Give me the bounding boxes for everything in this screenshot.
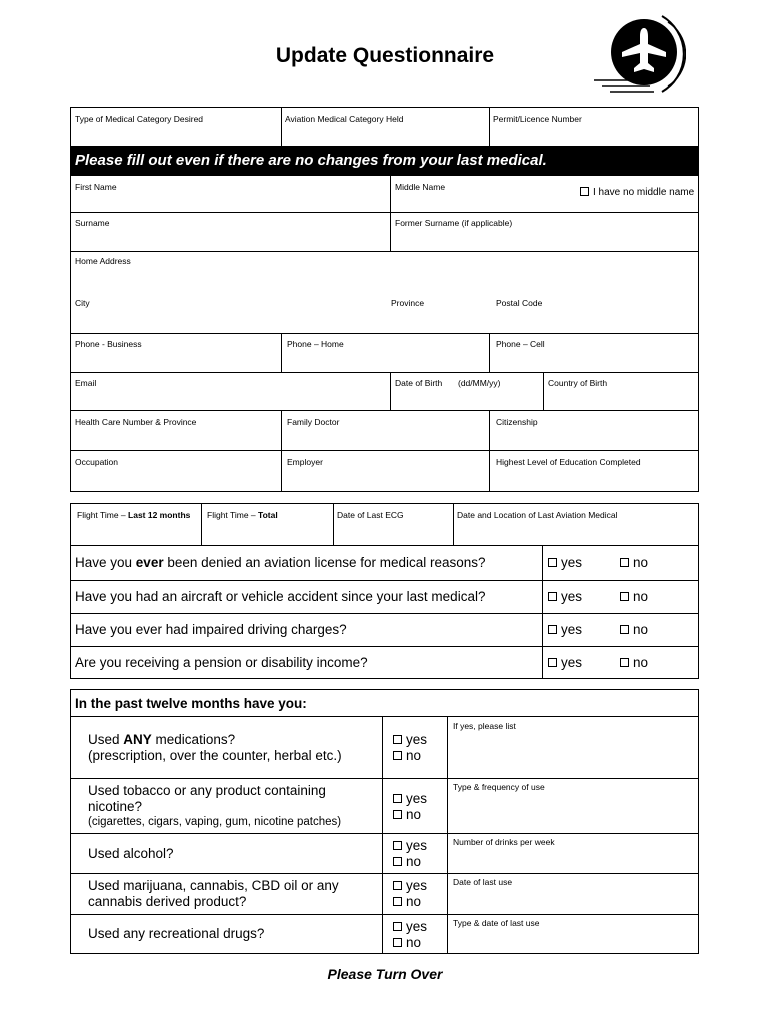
surname-label: Surname — [75, 218, 110, 228]
personal-info-table — [70, 176, 699, 492]
past-year-heading: In the past twelve months have you: — [75, 696, 307, 711]
checkbox-icon[interactable] — [620, 592, 629, 601]
no-middle-name-checkbox[interactable] — [580, 187, 589, 196]
medical-category-desired-field[interactable] — [71, 108, 281, 146]
medications-question: Used ANY medications? — [88, 732, 236, 747]
occupation-label: Occupation — [75, 457, 118, 467]
q4-yes-option[interactable]: yes — [548, 655, 582, 670]
home-address-label: Home Address — [75, 256, 131, 266]
checkbox-icon[interactable] — [393, 857, 402, 866]
marijuana-detail-label: Date of last use — [453, 877, 513, 887]
permit-licence-number-label: Permit/Licence Number — [493, 114, 582, 124]
q1-no-option[interactable]: no — [620, 555, 648, 570]
checkbox-icon[interactable] — [620, 658, 629, 667]
tobacco-question-line1: Used tobacco or any product containing — [88, 783, 326, 798]
alcohol-no-option[interactable]: no — [393, 854, 421, 869]
medical-category-desired-label: Type of Medical Category Desired — [75, 114, 204, 124]
last-ecg-label: Date of Last ECG — [337, 510, 404, 520]
past-year-table — [70, 689, 699, 954]
checkbox-icon[interactable] — [393, 735, 402, 744]
airplane-logo-icon — [588, 10, 686, 98]
marijuana-yes-option[interactable]: yes — [393, 878, 427, 893]
phone-home-label: Phone – Home — [287, 339, 344, 349]
q3-yes-option[interactable]: yes — [548, 622, 582, 637]
drugs-yes-option[interactable]: yes — [393, 919, 427, 934]
drugs-question: Used any recreational drugs? — [88, 926, 265, 941]
checkbox-icon[interactable] — [393, 938, 402, 947]
checkbox-icon[interactable] — [620, 558, 629, 567]
checkbox-icon[interactable] — [620, 625, 629, 634]
phone-cell-label: Phone – Cell — [496, 339, 545, 349]
q2-yes-option[interactable]: yes — [548, 589, 582, 604]
checkbox-icon[interactable] — [393, 881, 402, 890]
email-label: Email — [75, 378, 97, 388]
yes-no-questions-table — [70, 546, 699, 679]
question-accident: Have you had an aircraft or vehicle accident since your last medical? — [75, 589, 486, 604]
drugs-detail-label: Type & date of last use — [453, 918, 540, 928]
checkbox-icon[interactable] — [548, 592, 557, 601]
drugs-no-option[interactable]: no — [393, 935, 421, 950]
flight-time-last12-label: Flight Time – Last 12 months — [77, 510, 191, 520]
checkbox-icon[interactable] — [393, 922, 402, 931]
family-doctor-label: Family Doctor — [287, 417, 340, 427]
alcohol-detail-label: Number of drinks per week — [453, 837, 555, 847]
province-label: Province — [391, 298, 425, 308]
flight-info-table — [70, 503, 699, 546]
checkbox-icon[interactable] — [548, 658, 557, 667]
marijuana-question-line2: cannabis derived product? — [88, 894, 247, 909]
checkbox-icon[interactable] — [393, 751, 402, 760]
checkbox-icon[interactable] — [393, 841, 402, 850]
postal-code-label: Postal Code — [496, 298, 543, 308]
medications-yes-option[interactable]: yes — [393, 732, 427, 747]
question-pension: Are you receiving a pension or disability income? — [75, 655, 368, 670]
citizenship-label: Citizenship — [496, 417, 538, 427]
medical-category-table — [70, 107, 699, 147]
medical-category-held-field[interactable] — [282, 108, 489, 146]
first-name-label: First Name — [75, 182, 117, 192]
q1-yes-option[interactable]: yes — [548, 555, 582, 570]
date-of-birth-label: Date of Birth — [395, 378, 443, 388]
former-surname-label: Former Surname (if applicable) — [395, 218, 513, 228]
question-impaired-driving: Have you ever had impaired driving charges? — [75, 622, 347, 637]
alcohol-question: Used alcohol? — [88, 846, 174, 861]
marijuana-question-line1: Used marijuana, cannabis, CBD oil or any — [88, 878, 339, 893]
page-title: Update Questionnaire — [275, 44, 495, 67]
checkbox-icon[interactable] — [393, 794, 402, 803]
q3-no-option[interactable]: no — [620, 622, 648, 637]
q4-no-option[interactable]: no — [620, 655, 648, 670]
middle-name-label: Middle Name — [395, 182, 446, 192]
tobacco-question-line2: nicotine? — [88, 799, 143, 814]
education-label: Highest Level of Education Completed — [496, 457, 641, 467]
dob-format-label: (dd/MM/yy) — [458, 378, 501, 388]
checkbox-icon[interactable] — [548, 625, 557, 634]
tobacco-detail-label: Type & frequency of use — [453, 782, 545, 792]
medical-category-held-label: Aviation Medical Category Held — [285, 114, 404, 124]
phone-business-label: Phone - Business — [75, 339, 142, 349]
footer-note: Please Turn Over — [327, 966, 443, 982]
checkbox-icon[interactable] — [548, 558, 557, 567]
instruction-banner: Please fill out even if there are no changes from your last medical. — [70, 146, 699, 176]
medications-detail-label: If yes, please list — [453, 721, 516, 731]
no-middle-name-option[interactable]: I have no middle name — [580, 187, 694, 198]
country-of-birth-label: Country of Birth — [548, 378, 608, 388]
health-care-label: Health Care Number & Province — [75, 417, 197, 427]
checkbox-icon[interactable] — [393, 810, 402, 819]
city-label: City — [75, 298, 90, 308]
permit-licence-number-field[interactable] — [490, 108, 698, 146]
flight-time-total-label: Flight Time – Total — [207, 510, 278, 520]
tobacco-no-option[interactable]: no — [393, 807, 421, 822]
checkbox-icon[interactable] — [393, 897, 402, 906]
question-denied-license: Have you ever been denied an aviation license for medical reasons? — [75, 555, 486, 570]
medications-subtext: (prescription, over the counter, herbal etc.) — [88, 748, 342, 763]
tobacco-subtext: (cigarettes, cigars, vaping, gum, nicotine patches) — [88, 816, 342, 828]
employer-label: Employer — [287, 457, 323, 467]
alcohol-yes-option[interactable]: yes — [393, 838, 427, 853]
last-medical-label: Date and Location of Last Aviation Medical — [457, 510, 618, 520]
marijuana-no-option[interactable]: no — [393, 894, 421, 909]
medications-no-option[interactable]: no — [393, 748, 421, 763]
q2-no-option[interactable]: no — [620, 589, 648, 604]
tobacco-yes-option[interactable]: yes — [393, 791, 427, 806]
